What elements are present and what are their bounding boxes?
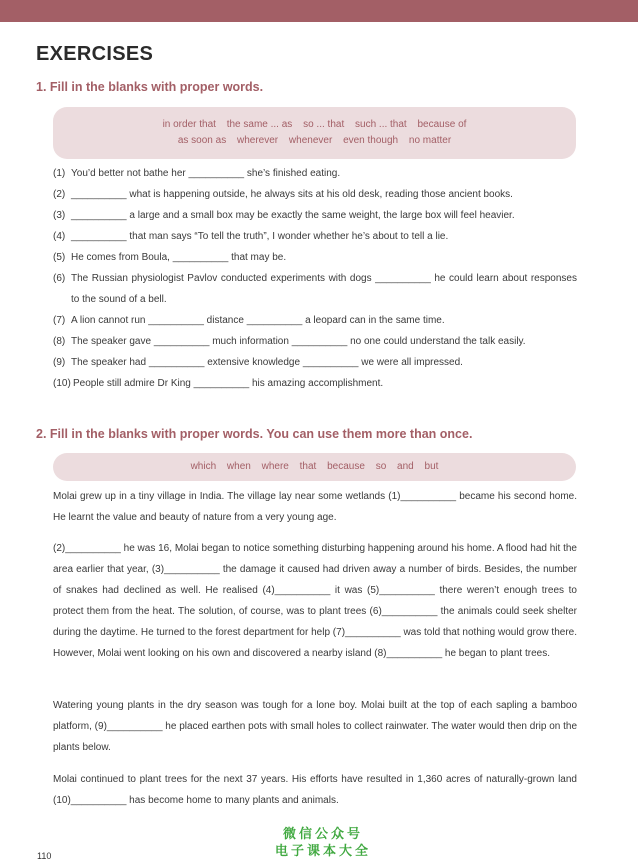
page-number: 110 <box>37 851 52 861</box>
word-option: such ... that <box>355 119 407 130</box>
watermark-line: 微信公众号 <box>282 827 363 842</box>
word-option: so <box>375 461 387 472</box>
exercise-item <box>53 268 577 310</box>
word-box-row <box>53 133 576 149</box>
item-number: (3) <box>53 210 66 221</box>
word-option: which <box>190 461 217 472</box>
item-text: The Russian physiologist Pavlov conducted experiments with dogs __________ he could learn about responses to the sound of a bell. <box>71 273 577 305</box>
item-text: The speaker had __________ extensive knowledge __________ we were all impressed. <box>71 357 463 368</box>
item-text: People still admire Dr King __________ his amazing accomplishment. <box>73 378 384 389</box>
exercise-item <box>53 310 577 331</box>
passage-paragraph: Molai grew up in a tiny village in India. The village lay near some wetlands (1)__________ became his second home. He learnt the value and beauty of nature from a very young age. <box>53 491 577 523</box>
word-option: when <box>226 461 251 472</box>
word-option: because of <box>417 119 467 130</box>
item-text: __________ a large and a small box may be exactly the same weight, the large box will feel heavier. <box>71 210 515 221</box>
item-number: (7) <box>53 315 66 326</box>
top-color-bar <box>0 0 638 22</box>
item-number: (5) <box>53 252 66 263</box>
item-number: (4) <box>53 231 66 242</box>
word-option: where <box>261 461 289 472</box>
item-text: The speaker gave __________ much information __________ no one could understand the talk easily. <box>71 336 526 347</box>
word-option: that <box>299 461 317 472</box>
exercise-item <box>53 226 577 247</box>
word-option: in order that <box>162 119 216 130</box>
word-option: because <box>327 461 365 472</box>
item-number: (8) <box>53 336 66 347</box>
word-option: so ... that <box>303 119 345 130</box>
item-number: (2) <box>53 189 66 200</box>
word-option: as soon as <box>177 135 227 146</box>
exercise-2-word-box <box>53 453 576 481</box>
watermark-line: 电子课本大全 <box>274 844 371 859</box>
watermark <box>258 826 388 860</box>
exercise-item <box>53 205 577 226</box>
exercise-item <box>53 247 577 268</box>
item-text: He comes from Boula, __________ that may be. <box>71 252 287 263</box>
page-title: EXERCISES <box>36 43 154 65</box>
word-option: but <box>424 461 439 472</box>
exercise-1-heading: 1. Fill in the blanks with proper words. <box>36 80 264 94</box>
word-option: no matter <box>408 135 452 146</box>
word-option: whenever <box>288 135 333 146</box>
item-text: __________ that man says “To tell the truth”, I wonder whether he’s about to tell a lie. <box>71 231 449 242</box>
passage-paragraph: Watering young plants in the dry season was tough for a lone boy. Molai built at the top of each sapling a bamboo platform, (9)__________ he placed earthen pots with small holes to collect rainwater. The water would then drip on the plants below. <box>53 700 578 753</box>
exercise-1-items <box>53 163 577 394</box>
item-number: (1) <box>53 168 66 179</box>
exercise-item <box>53 352 577 373</box>
exercise-item <box>53 184 577 205</box>
item-number: (10) <box>53 378 71 389</box>
passage-paragraph: (2)__________ he was 16, Molai began to notice something disturbing happening around his home. A flood had hit the area earlier that year, (3)__________ the damage it caused had driven away a number of birds. Besides, the number of snakes had declined as well. He realised (4)__________ it was (5)__________ there weren’t enough trees to protect them from the heat. The solution, of course, was to plant trees (6)__________ the animals could seek shelter during the daytime. He turned to the forest department for help (7)__________ was told that nothing would grow there. However, Molai went looking on his own and discovered a nearby island (8)__________ he began to plant trees. <box>53 543 577 659</box>
word-box-row <box>53 117 576 133</box>
item-text: __________ what is happening outside, he always sits at his old desk, reading those ancient books. <box>71 189 513 200</box>
item-text: A lion cannot run __________ distance __________ a leopard can in the same time. <box>71 315 445 326</box>
passage-paragraph: Molai continued to plant trees for the next 37 years. His efforts have resulted in 1,360 acres of naturally-grown land (10)__________ has become home to many plants and animals. <box>53 774 577 806</box>
word-option: the same ... as <box>226 119 293 130</box>
item-text: You’d better not bathe her __________ she’s finished eating. <box>71 168 341 179</box>
exercise-item <box>53 163 577 184</box>
item-number: (9) <box>53 357 66 368</box>
word-option: and <box>397 461 414 472</box>
exercise-1-word-box <box>53 107 576 159</box>
exercise-item <box>53 373 577 394</box>
exercise-2-heading: 2. Fill in the blanks with proper words. You can use them more than once. <box>36 427 473 441</box>
word-option: even though <box>343 135 399 146</box>
word-option: wherever <box>237 135 279 146</box>
exercise-item <box>53 331 577 352</box>
item-number: (6) <box>53 273 66 284</box>
